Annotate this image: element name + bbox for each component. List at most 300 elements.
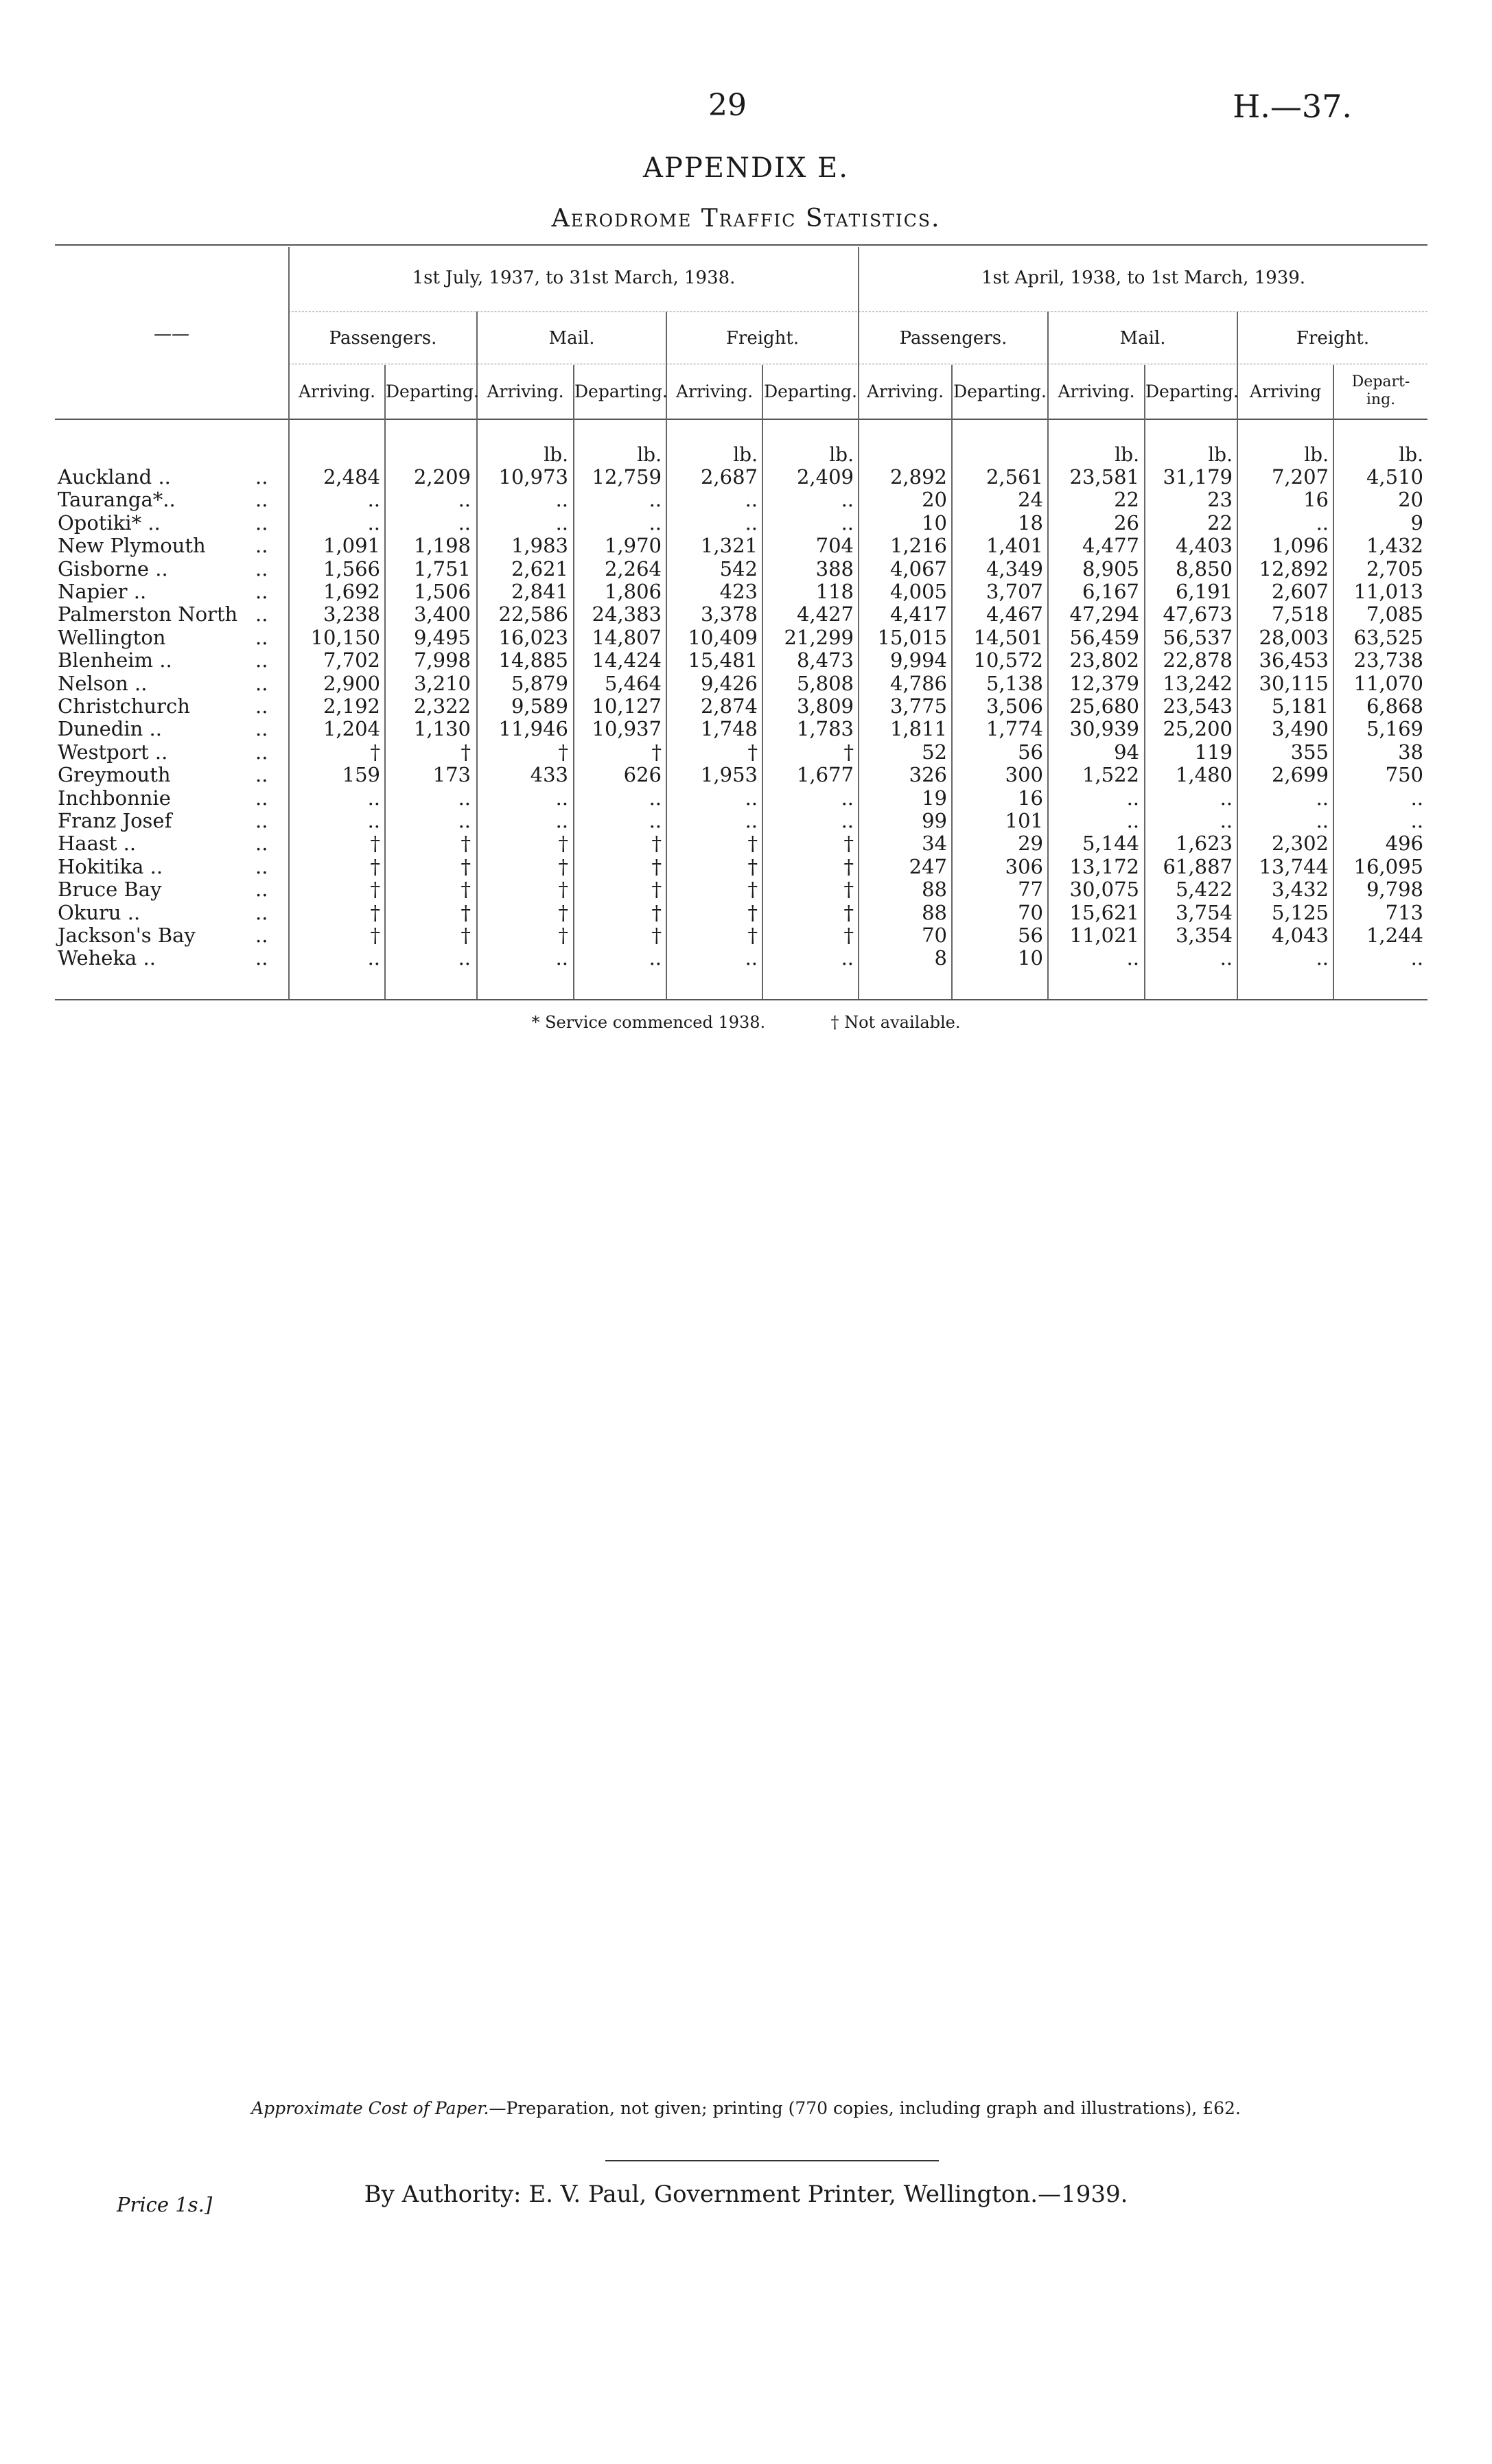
table-cell: † [651, 878, 662, 902]
group-header-mail: Mail. [548, 328, 595, 349]
table-cell: .. [649, 488, 662, 512]
subheader-arriving: Arriving. [1058, 382, 1135, 401]
table-cell: .. [555, 511, 568, 535]
table-cell: 23,738 [1353, 648, 1423, 672]
table-cell: 52 [922, 740, 947, 764]
table-cell: 2,302 [1271, 832, 1329, 856]
table-cell: † [461, 878, 471, 902]
table-cell: 94 [1114, 740, 1139, 764]
table-cell: 14,424 [592, 648, 662, 672]
table-cell: 11,070 [1353, 671, 1423, 695]
table-cell: 3,432 [1271, 878, 1329, 902]
leader-dots: .. [255, 671, 268, 695]
table-cell: † [370, 854, 380, 878]
table-cell: † [747, 924, 758, 947]
table-cell: 2,687 [700, 465, 758, 489]
table-row [55, 466, 1427, 489]
table-cell: .. [1410, 946, 1423, 970]
table-cell: † [843, 832, 854, 856]
table-row [55, 832, 1427, 855]
table-cell: 4,403 [1175, 534, 1233, 558]
table-cell: 11,946 [498, 717, 568, 741]
table-cell: 2,607 [1271, 580, 1329, 603]
leader-dots: .. [255, 717, 268, 741]
aerodrome-name: Bruce Bay [58, 878, 162, 902]
table-cell: 2,705 [1366, 556, 1423, 580]
table-cell: 4,477 [1082, 534, 1139, 558]
subheader-departing: Departing. [386, 382, 479, 401]
table-cell: .. [367, 488, 380, 512]
leader-dots: .. [255, 556, 268, 580]
table-cell: 306 [1005, 854, 1043, 878]
table-cell: 5,808 [796, 671, 854, 695]
unit-label: lb. [829, 443, 854, 466]
table-cell: .. [745, 809, 758, 832]
table-row [55, 603, 1427, 626]
table-cell: 713 [1385, 900, 1423, 924]
table-cell: † [370, 924, 380, 947]
table-cell: 30,075 [1069, 878, 1139, 902]
table-cell: 9,426 [700, 671, 758, 695]
table-cell: 9,798 [1366, 878, 1423, 902]
table-cell: .. [745, 511, 758, 535]
leader-dots: .. [255, 946, 268, 970]
table-cell: † [651, 900, 662, 924]
table-cell: 6,191 [1175, 580, 1233, 603]
table-cell: 30,939 [1069, 717, 1139, 741]
table-cell: 3,506 [986, 694, 1043, 718]
table-bottom-rule [55, 999, 1427, 1000]
table-cell: 6,167 [1082, 580, 1139, 603]
table-cell: 13,744 [1259, 854, 1329, 878]
aerodrome-name: Nelson .. [58, 671, 148, 695]
table-cell: 1,748 [700, 717, 758, 741]
table-cell: 25,680 [1069, 694, 1139, 718]
table-cell: 3,707 [986, 580, 1043, 603]
table-cell: 1,692 [323, 580, 380, 603]
aerodrome-name: Tauranga*.. [58, 488, 176, 512]
table-cell: † [651, 924, 662, 947]
table-cell: .. [649, 786, 662, 810]
leader-dots: .. [255, 648, 268, 672]
unit-label: lb. [1115, 443, 1139, 466]
table-cell: † [843, 900, 854, 924]
aerodrome-name: Weheka .. [58, 946, 156, 970]
leader-dots: .. [255, 763, 268, 787]
aerodrome-name: Okuru .. [58, 900, 141, 924]
aerodrome-name: Blenheim .. [58, 648, 172, 672]
table-cell: † [651, 854, 662, 878]
table-row [55, 535, 1427, 557]
leader-dots: .. [255, 580, 268, 603]
table-cell: 1,244 [1366, 924, 1423, 947]
table-cell: 2,322 [413, 694, 471, 718]
table-row [55, 718, 1427, 740]
table-cell: 22 [1114, 488, 1139, 512]
table-cell: 38 [1398, 740, 1423, 764]
aerodrome-name: Westport .. [58, 740, 168, 764]
table-cell: 77 [1018, 878, 1043, 902]
table-cell: 11,021 [1069, 924, 1139, 947]
footnote-service: * Service commenced 1938. [531, 1013, 766, 1032]
table-cell: 7,518 [1271, 602, 1329, 626]
leader-dots: .. [255, 809, 268, 832]
table-cell: 5,181 [1271, 694, 1329, 718]
table-cell: 22,878 [1163, 648, 1233, 672]
table-cell: 7,998 [413, 648, 471, 672]
table-cell: .. [1316, 809, 1329, 832]
table-cell: 3,238 [323, 602, 380, 626]
table-cell: 63,525 [1353, 625, 1423, 649]
table-cell: 26 [1114, 511, 1139, 535]
table-cell: 1,321 [700, 534, 758, 558]
table-cell: † [558, 924, 568, 947]
leader-dots: .. [255, 694, 268, 718]
aerodrome-name: Palmerston North [58, 602, 238, 626]
group-header-passengers: Passengers. [329, 328, 437, 349]
table-cell: 99 [922, 809, 947, 832]
leader-dots: .. [255, 465, 268, 489]
table-cell: † [558, 854, 568, 878]
table-cell: 5,138 [986, 671, 1043, 695]
table-cell: 118 [815, 580, 854, 603]
table-cell: 433 [530, 763, 568, 787]
table-cell: .. [458, 786, 471, 810]
table-cell: 16 [1018, 786, 1043, 810]
table-cell: 4,417 [889, 602, 947, 626]
table-cell: † [370, 878, 380, 902]
table-row [55, 695, 1427, 718]
table-title: Aerodrome Traffic Statistics. [551, 204, 941, 233]
table-cell: † [747, 854, 758, 878]
leader-dots: .. [255, 488, 268, 512]
table-cell: 8,905 [1082, 556, 1139, 580]
table-cell: 56,537 [1163, 625, 1233, 649]
table-cell: .. [1316, 946, 1329, 970]
table-cell: 10,937 [592, 717, 662, 741]
table-cell: 496 [1385, 832, 1423, 856]
table-cell: 2,841 [511, 580, 568, 603]
leader-dots: .. [255, 511, 268, 535]
table-cell: 5,169 [1366, 717, 1423, 741]
table-cell: .. [649, 511, 662, 535]
table-cell: 36,453 [1259, 648, 1329, 672]
table-cell: .. [458, 809, 471, 832]
table-cell: 56 [1018, 740, 1043, 764]
table-cell: .. [1410, 809, 1423, 832]
table-cell: 1,751 [413, 556, 471, 580]
group-header-mail: Mail. [1119, 328, 1166, 349]
table-cell: 300 [1005, 763, 1043, 787]
page-number: 29 [708, 88, 747, 123]
table-row [55, 672, 1427, 695]
group-header-freight: Freight. [1296, 328, 1370, 349]
table-row [55, 947, 1427, 970]
table-cell: 16,095 [1353, 854, 1423, 878]
table-cell: 7,085 [1366, 602, 1423, 626]
table-cell: 119 [1194, 740, 1233, 764]
table-cell: 31,179 [1163, 465, 1233, 489]
unit-label: lb. [1304, 443, 1329, 466]
table-cell: 3,754 [1175, 900, 1233, 924]
table-cell: .. [649, 809, 662, 832]
table-cell: 2,900 [323, 671, 380, 695]
table-cell: 20 [922, 488, 947, 512]
table-cell: 10,150 [310, 625, 380, 649]
table-cell: 2,874 [700, 694, 758, 718]
table-cell: .. [745, 946, 758, 970]
table-cell: 2,561 [986, 465, 1043, 489]
aerodrome-name: Greymouth [58, 763, 171, 787]
table-cell: 626 [623, 763, 662, 787]
subheader-arriving: Arriving. [487, 382, 564, 401]
table-cell: 56 [1018, 924, 1043, 947]
table-cell: 70 [1018, 900, 1043, 924]
table-row [55, 558, 1427, 580]
table-cell: † [651, 832, 662, 856]
table-cell: .. [841, 488, 854, 512]
traffic-table [55, 242, 1427, 1013]
subheader-departing: Departing. [1145, 382, 1239, 401]
table-cell: 1,401 [986, 534, 1043, 558]
table-cell: .. [367, 511, 380, 535]
table-cell: 5,125 [1271, 900, 1329, 924]
table-cell: † [843, 854, 854, 878]
table-cell: 355 [1290, 740, 1329, 764]
subheader-departing: Departing. [953, 382, 1047, 401]
table-cell: † [747, 878, 758, 902]
table-cell: 4,467 [986, 602, 1043, 626]
table-cell: † [558, 740, 568, 764]
table-cell: 159 [342, 763, 380, 787]
table-cell: 1,091 [323, 534, 380, 558]
table-cell: 5,464 [604, 671, 662, 695]
table-cell: 7,702 [323, 648, 380, 672]
table-cell: 6,868 [1366, 694, 1423, 718]
table-cell: 1,506 [413, 580, 471, 603]
table-cell: 1,623 [1175, 832, 1233, 856]
table-cell: 16 [1303, 488, 1329, 512]
table-cell: 3,809 [796, 694, 854, 718]
table-cell: 19 [922, 786, 947, 810]
authority-rule [605, 2160, 939, 2161]
table-cell: .. [555, 786, 568, 810]
table-cell: 3,400 [413, 602, 471, 626]
table-cell: 70 [922, 924, 947, 947]
table-cell: 2,892 [889, 465, 947, 489]
table-cell: 16,023 [498, 625, 568, 649]
table-cell: .. [367, 809, 380, 832]
table-cell: 9 [1410, 511, 1423, 535]
table-cell: 3,210 [413, 671, 471, 695]
table-cell: .. [649, 946, 662, 970]
table-cell: 22 [1207, 511, 1233, 535]
table-cell: 4,067 [889, 556, 947, 580]
table-cell: 47,673 [1163, 602, 1233, 626]
table-cell: † [370, 740, 380, 764]
table-cell: † [747, 900, 758, 924]
table-cell: 10,127 [592, 694, 662, 718]
aerodrome-name: Dunedin .. [58, 717, 162, 741]
leader-dots: .. [255, 602, 268, 626]
table-cell: 2,484 [323, 465, 380, 489]
unit-label: lb. [544, 443, 568, 466]
footnote-not-available: † Not available. [830, 1013, 961, 1032]
leader-dots: .. [255, 854, 268, 878]
table-cell: † [747, 832, 758, 856]
table-row [55, 787, 1427, 810]
table-cell: 30,115 [1259, 671, 1329, 695]
table-cell: † [558, 900, 568, 924]
table-row [55, 626, 1427, 649]
table-cell: 7,207 [1271, 465, 1329, 489]
cost-note [0, 2098, 1492, 2118]
table-cell: 29 [1018, 832, 1043, 856]
leader-dots: .. [255, 786, 268, 810]
table-cell: 2,264 [604, 556, 662, 580]
table-cell: .. [555, 809, 568, 832]
table-cell: 18 [1018, 511, 1043, 535]
subheader-departing: Depart-ing. [1351, 373, 1410, 408]
aerodrome-name: Jackson's Bay [58, 924, 196, 947]
table-cell: 1,204 [323, 717, 380, 741]
table-cell: † [843, 740, 854, 764]
price: Price 1s.] [117, 2193, 213, 2216]
leader-dots: .. [255, 625, 268, 649]
table-cell: 101 [1005, 809, 1043, 832]
table-cell: 12,379 [1069, 671, 1139, 695]
subheader-departing: Departing. [764, 382, 857, 401]
table-cell: 20 [1398, 488, 1423, 512]
subheader-arriving: Arriving. [298, 382, 376, 401]
leader-dots: .. [255, 534, 268, 558]
period-header-1938: 1st April, 1938, to 1st March, 1939. [981, 268, 1306, 288]
table-cell: .. [1220, 946, 1233, 970]
table-cell: † [370, 832, 380, 856]
table-cell: 4,043 [1271, 924, 1329, 947]
table-cell: 13,172 [1069, 854, 1139, 878]
table-cell: 2,699 [1271, 763, 1329, 787]
group-header-passengers: Passengers. [899, 328, 1007, 349]
table-cell: .. [841, 946, 854, 970]
table-cell: .. [1316, 786, 1329, 810]
aerodrome-name: Franz Josef [58, 809, 172, 832]
table-cell: 9,994 [889, 648, 947, 672]
table-cell: 1,806 [604, 580, 662, 603]
table-row [55, 924, 1427, 947]
table-cell: .. [458, 946, 471, 970]
table-cell: 1,198 [413, 534, 471, 558]
group-header-freight: Freight. [725, 328, 800, 349]
table-cell: 24,383 [592, 602, 662, 626]
table-cell: 9,589 [511, 694, 568, 718]
aerodrome-name: Inchbonnie [58, 786, 171, 810]
table-cell: 1,432 [1366, 534, 1423, 558]
table-cell: 5,422 [1175, 878, 1233, 902]
appendix-title: APPENDIX E. [643, 152, 849, 184]
subheader-arriving: Arriving [1249, 382, 1322, 401]
table-cell: 423 [719, 580, 758, 603]
document-reference: H.—37. [1233, 88, 1352, 125]
table-cell: 88 [922, 900, 947, 924]
table-row [55, 902, 1427, 924]
table-cell: 10,572 [973, 648, 1043, 672]
table-cell: 2,209 [413, 465, 471, 489]
table-cell: 4,510 [1366, 465, 1423, 489]
table-cell: .. [745, 488, 758, 512]
table-cell: † [461, 740, 471, 764]
unit-label: lb. [1399, 443, 1423, 466]
table-cell: 5,879 [511, 671, 568, 695]
table-cell: † [843, 924, 854, 947]
table-cell: 1,774 [986, 717, 1043, 741]
table-cell: 247 [909, 854, 947, 878]
aerodrome-name: Napier .. [58, 580, 147, 603]
table-cell: 9,495 [413, 625, 471, 649]
table-cell: 25,200 [1163, 717, 1233, 741]
table-cell: † [558, 832, 568, 856]
table-cell: 24 [1018, 488, 1043, 512]
table-cell: 2,192 [323, 694, 380, 718]
cost-note-label: Approximate Cost of Paper. [251, 2098, 489, 2118]
table-cell: 12,759 [592, 465, 662, 489]
table-cell: † [461, 854, 471, 878]
table-cell: 23,802 [1069, 648, 1139, 672]
aerodrome-name: Hokitika .. [58, 854, 163, 878]
table-cell: 1,096 [1271, 534, 1329, 558]
unit-label: lb. [733, 443, 758, 466]
table-row [55, 856, 1427, 878]
leader-dots: .. [255, 924, 268, 947]
subheader-arriving: Arriving. [675, 382, 754, 401]
table-cell: 2,409 [796, 465, 854, 489]
table-cell: † [461, 924, 471, 947]
table-cell: .. [1316, 511, 1329, 535]
table-cell: .. [555, 946, 568, 970]
table-row [55, 649, 1427, 672]
table-row [55, 580, 1427, 603]
table-cell: 542 [719, 556, 758, 580]
table-cell: 1,522 [1082, 763, 1139, 787]
table-cell: † [558, 878, 568, 902]
table-cell: 13,242 [1163, 671, 1233, 695]
table-cell: 1,983 [511, 534, 568, 558]
subheader-arriving: Arriving. [866, 382, 944, 401]
table-row [55, 489, 1427, 511]
table-cell: .. [841, 809, 854, 832]
leader-dots: .. [255, 878, 268, 902]
table-cell: 34 [922, 832, 947, 856]
table-cell: .. [841, 786, 854, 810]
table-cell: 4,349 [986, 556, 1043, 580]
table-cell: 173 [432, 763, 471, 787]
table-cell: 1,811 [889, 717, 947, 741]
leader-dots: .. [255, 900, 268, 924]
subheader-departing: Departing. [574, 382, 668, 401]
table-cell: 3,378 [700, 602, 758, 626]
table-row [55, 512, 1427, 535]
table-cell: 326 [909, 763, 947, 787]
table-cell: .. [458, 511, 471, 535]
header-bottom-rule [55, 419, 1427, 420]
table-cell: 47,294 [1069, 602, 1139, 626]
table-cell: 23 [1207, 488, 1233, 512]
table-cell: 3,490 [1271, 717, 1329, 741]
table-cell: .. [458, 488, 471, 512]
table-cell: 61,887 [1163, 854, 1233, 878]
table-row [55, 741, 1427, 764]
table-cell: † [370, 900, 380, 924]
